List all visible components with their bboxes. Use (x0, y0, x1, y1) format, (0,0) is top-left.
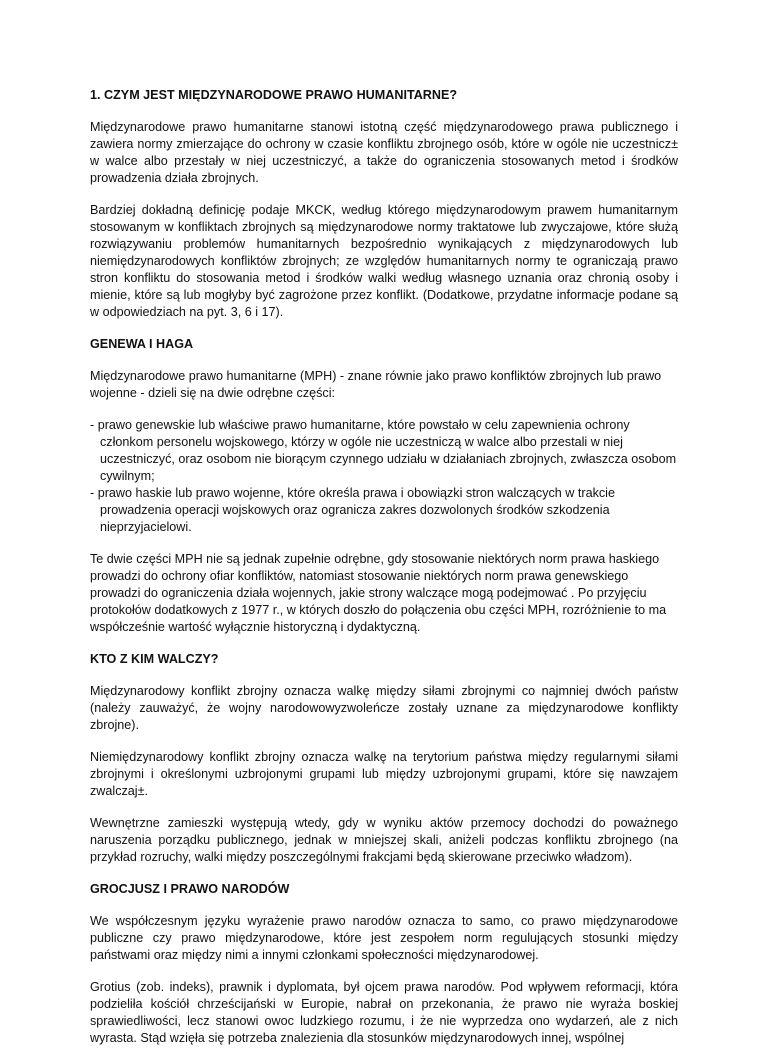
paragraph-icrc-definition: Bardziej dokładną definicję podaje MKCK, według którego międzynarodowym prawem humanitarnym stosowanym w konfliktach zbrojnych są międzynarodowe normy traktatowe lub zwyczajowe, które służą rozwiązywaniu problemów humanitarnych bezpośrednio wynikających z międzynarodowych lub niemiędzynarodowych konfliktów zbrojnych; ze względów humanitarnych normy te ograniczają prawo stron konfliktu do stosowania metod i środków walki według własnego uznania oraz chronią osoby i mienie, które są lub mogłyby być zagrożone przez konflikt. (Dodatkowe, przydatne informacje podane są w odpowiedziach na pyt. 3, 6 i 17). (90, 203, 678, 319)
paragraph-ihl-definition: Międzynarodowe prawo humanitarne stanowi istotną część międzynarodowego prawa publicznego i zawiera normy zmierzające do ochrony w czasie konfliktu zbrojnego osób, które w ogóle nie uczestnicz± w walce albo przestały w niej uczestniczyć, a także do ograniczenia stosowanych metod i środków prowadzenia działa zbrojnych. (90, 120, 678, 185)
section-heading-who-fights: KTO Z KIM WALCZY? (90, 652, 219, 666)
law-parts-list (90, 417, 678, 536)
document-page (90, 87, 678, 1062)
paragraph-internal-disturbances: Wewnętrzne zamieszki występują wtedy, gdy w wyniku aktów przemocy dochodzi do poważnego naruszenia porządku publicznego, jednak w mniejszej skali, aniżeli podczas konfliktu zbrojnego (na przykład rozruchy, walki między poszczególnymi frakcjami będą skierowane przeciwko władzom). (90, 816, 678, 864)
paragraph-international-conflict: Międzynarodowy konflikt zbrojny oznacza walkę między siłami zbrojnymi co najmniej dwóch państw (należy zauważyć, że wojny narodowowyzwoleńcze zostały uznane za międzynarodowe konflikty zbrojne). (90, 684, 678, 732)
paragraph-mph-intro: Międzynarodowe prawo humanitarne (MPH) - znane równie jako prawo konfliktów zbrojnych lub prawo wojenne - dzieli się na dwie odrębne części: (90, 369, 662, 400)
section-heading-grotius: GROCJUSZ I PRAWO NARODÓW (90, 882, 290, 896)
paragraph-law-of-nations: We współczesnym języku wyrażenie prawo narodów oznacza to samo, co prawo międzynarodowe publiczne czy prawo międzynarodowe, które jest zespołem norm regulujących stosunki między państwami oraz między nimi a innymi członkami społeczności międzynarodowej. (90, 914, 678, 962)
list-item-hague-law: - prawo haskie lub prawo wojenne, które określa prawa i obowiązki stron walczących w trakcie prowadzenia operacji wojskowych oraz ogranicza zakres dozwolonych środków szkodzenia nieprzyjacielowi. (90, 486, 615, 534)
list-item-geneva-law: - prawo genewskie lub właściwe prawo humanitarne, które powstało w celu zapewnienia ochrony członkom personelu wojskowego, którzy w ogóle nie uczestniczą w walce albo przestali w niej uczestniczyć, oraz osobom nie biorącym czynnego udziału w działaniach zbrojnych, zwłaszcza osobom cywilnym; (90, 418, 677, 483)
section-heading-geneva-hague: GENEWA I HAGA (90, 337, 194, 351)
section-heading-international-humanitarian-law: 1. CZYM JEST MIĘDZYNARODOWE PRAWO HUMANITARNE? (90, 88, 458, 102)
paragraph-grotius: Grotius (zob. indeks), prawnik i dyplomata, był ojcem prawa narodów. Pod wpływem reformacji, która podzieliła kościół chrześcijański w Europie, nabrał on przekonania, że prawo nie wyraża boskiej sprawiedliwości, lecz stanowi owoc ludzkiego rozumu, i że nie wyprzedza ono wydarzeń, ale z nich wyrasta. Stąd wzięła się potrzeba znalezienia dla stosunków międzynarodowych innej, wspólnej (90, 980, 678, 1045)
paragraph-mph-outro: Te dwie części MPH nie są jednak zupełnie odrębne, gdy stosowanie niektórych norm prawa haskiego prowadzi do ochrony ofiar konfliktów, natomiast stosowanie niektórych norm prawa genewskiego prowadzi do ograniczenia działa wojennych, jakie strony walczące mogą podejmować . Po przyjęciu protokołów dodatkowych z 1977 r., w których doszło do połączenia obu części MPH, rozróżnienie to ma współcześnie wartość wyłącznie historyczną i dydaktyczną. (90, 552, 667, 634)
paragraph-non-international-conflict: Niemiędzynarodowy konflikt zbrojny oznacza walkę na terytorium państwa między regularnymi siłami zbrojnymi i określonymi uzbrojonymi grupami lub między uzbrojonymi grupami, które się nawzajem zwalczaj±. (90, 750, 678, 798)
